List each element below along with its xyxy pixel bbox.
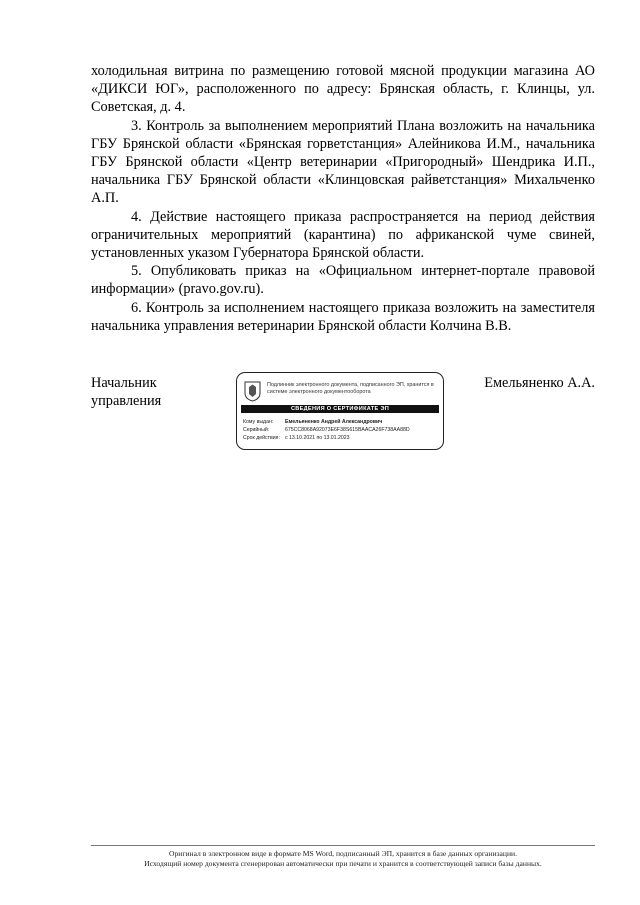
stamp-issued-label: Кому выдан: — [243, 419, 274, 425]
stamp-valid-label: Срок действия: — [243, 435, 280, 441]
stamp-serial-value: 675CC8068A92073E6F38S615BAACA26F738AA88D — [285, 427, 410, 433]
footer-line-1: Оригинал в электронном виде в формате MS Word, подписанный ЭП, хранится в базе данных организации. — [169, 849, 517, 858]
paragraph-3: 3. Контроль за выполнением мероприятий Плана возложить на начальника ГБУ Брянской области «Брянская горветстанция» Алейникова И.М., начальника ГБУ Брянской области «Центр ветеринарии «Пригородный» Шендрика И.П., начальника ГБУ Брянской области «Клинцовская райветстанция» Михальченко А.П. — [91, 117, 595, 207]
stamp-valid-value: с 13.10.2021 по 13.01.2023 — [285, 435, 350, 441]
electronic-signature-stamp — [236, 372, 444, 450]
document-body — [91, 62, 595, 335]
stamp-header: Подлинник электронного документа, подписанного ЭП, хранится в системе электронного документооборота — [267, 382, 434, 395]
signer-name: Емельяненко А.А. — [484, 375, 595, 391]
signer-position-line2: управления — [91, 393, 162, 410]
signer-position — [91, 374, 161, 410]
footer-line-2: Исходящий номер документа сгенерирован автоматически при печати и хранится в соответствующей записи базы данных. — [144, 859, 542, 868]
paragraph-1: холодильная витрина по размещению готовой мясной продукции магазина АО «ДИКСИ ЮГ», расположенного по адресу: Брянская область, г. Клинцы, ул. Советская, д. 4. — [91, 63, 595, 116]
paragraph-5: 5. Опубликовать приказ на «Официальном интернет-портале правовой информации» (pravo.gov.ru). — [91, 263, 595, 298]
stamp-serial-label: Серийный: — [243, 427, 270, 433]
stamp-row-issued — [243, 419, 382, 425]
paragraph-4: 4. Действие настоящего приказа распространяется на период действия ограничительных мероприятий (карантина) по африканской чуме свиней, установленных указом Губернатора Брянской области. — [91, 208, 595, 262]
stamp-title: СВЕДЕНИЯ О СЕРТИФИКАТЕ ЭП — [241, 405, 439, 413]
paragraph-6: 6. Контроль за исполнением настоящего приказа возложить на заместителя начальника управления ветеринарии Брянской области Колчина В.В. — [91, 299, 595, 334]
stamp-issued-value: Емельяненко Андрей Александрович — [285, 419, 383, 425]
footer-divider — [91, 845, 595, 846]
coat-of-arms-icon — [244, 381, 261, 402]
stamp-row-serial — [243, 427, 410, 433]
stamp-row-valid — [243, 435, 350, 441]
footer-note — [91, 849, 595, 869]
signer-position-line1: Начальник — [91, 375, 157, 391]
